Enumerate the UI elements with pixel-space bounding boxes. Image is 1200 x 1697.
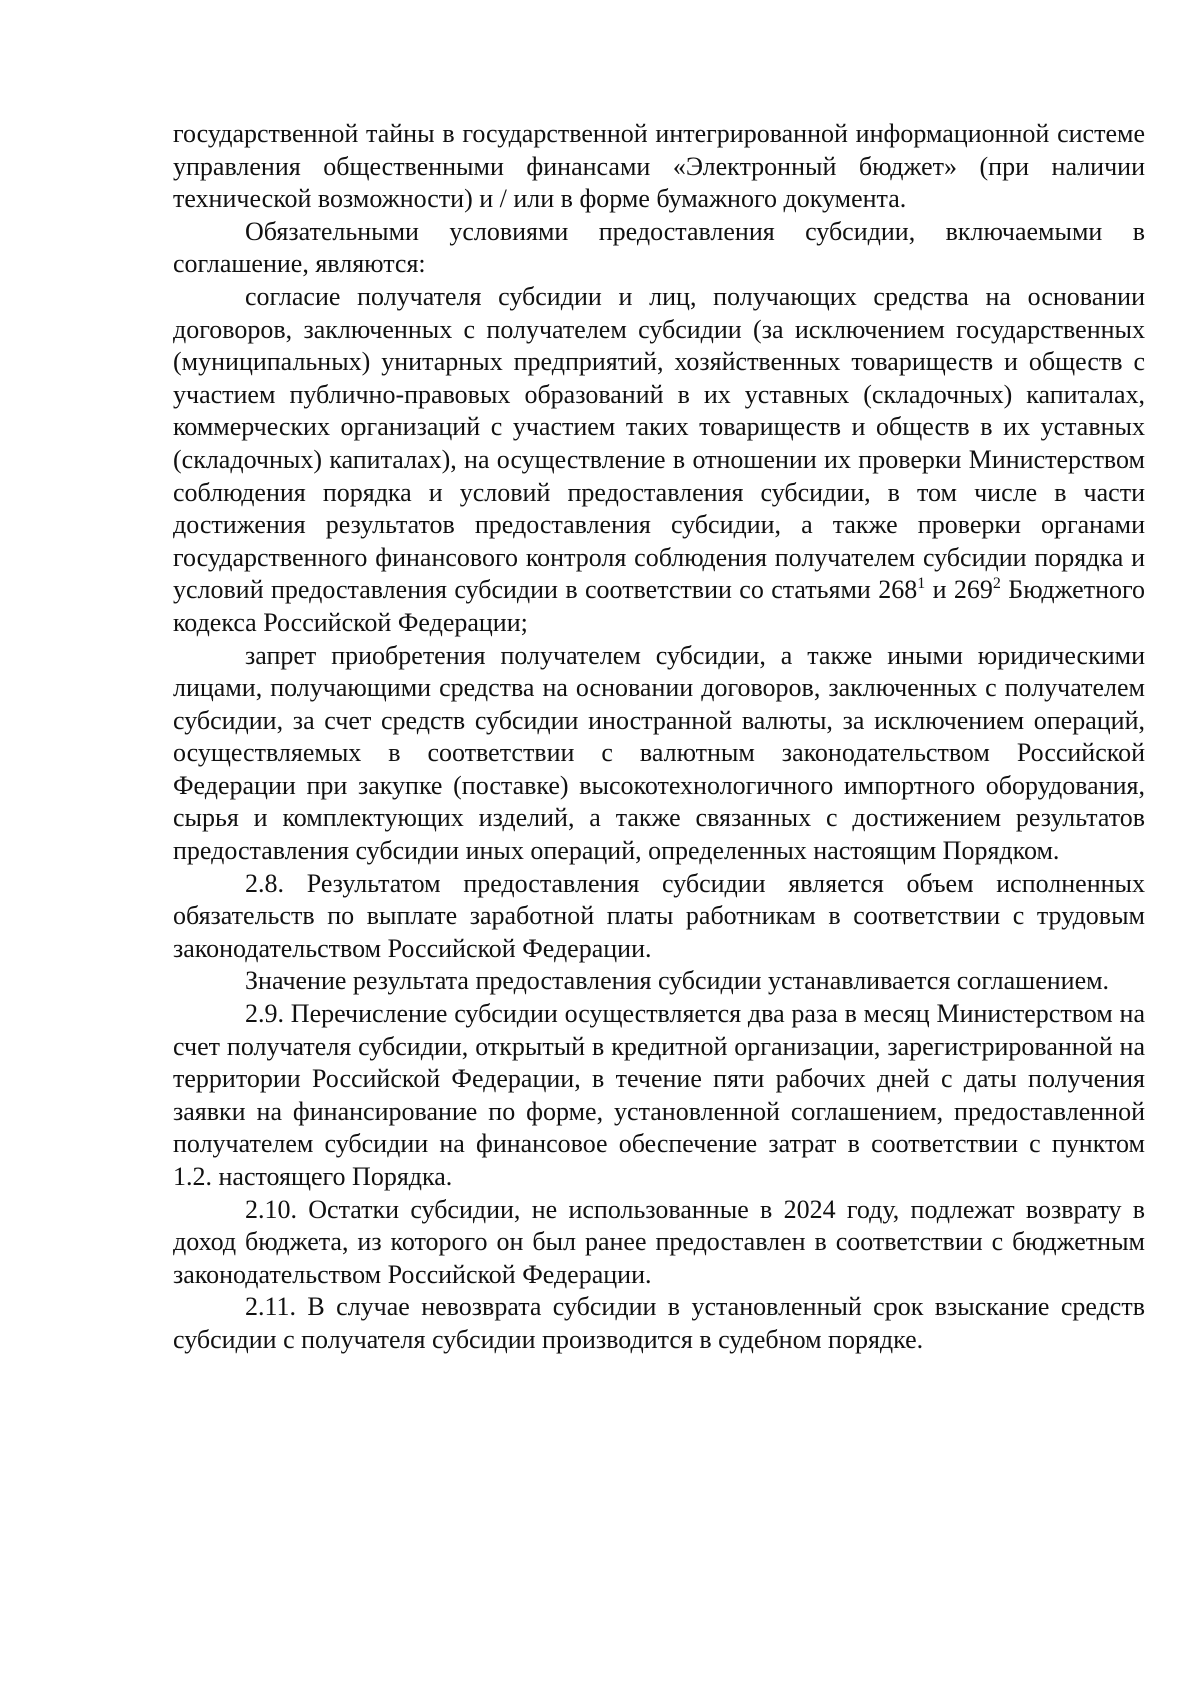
paragraph-result-value: Значение результата предоставления субсидии устанавливается соглашением. — [245, 966, 1110, 996]
document-body — [173, 118, 1145, 1357]
consent-text-part-1: согласие получателя субсидии и лиц, получающих средства на основании договоров, заключенных с получателем субсидии (за исключением государственных (муниципальных) унитарных предприятий, хозяйственных товариществ и обществ с участием публично-правовых образований в их уставных (складочных) капиталах, коммерческих организаций с участием таких товариществ и обществ в их уставных (складочных) капиталах), на осуществление в отношении их проверки Министерством соблюдения порядка и условий предоставления субсидии, в том числе в части достижения результатов предоставления субсидии, а также проверки органами государственного финансового контроля соблюдения получателем субсидии порядка и условий предоставления субсидии в соответствии со статьями 268 — [173, 281, 1145, 605]
paragraph-continuation: государственной тайны в государственной интегрированной информационной системе управления общественными финансами «Электронный бюджет» (при наличии технической возможности) и / или в форме бумажного документа. — [173, 119, 1145, 214]
paragraph-2-9: 2.9. Перечисление субсидии осуществляется два раза в месяц Министерством на счет получателя субсидии, открытый в кредитной организации, зарегистрированной на территории Российской Федерации, в течение пяти рабочих дней с даты получения заявки на финансирование по форме, установленной соглашением, предоставленной получателем субсидии на финансовое обеспечение затрат в соответствии с пунктом 1.2. настоящего Порядка. — [173, 999, 1145, 1191]
consent-text-part-2: и 269 — [925, 575, 993, 605]
paragraph-2-10: 2.10. Остатки субсидии, не использованные в 2024 году, подлежат возврату в доход бюджета, из которого он был ранее предоставлен в соответствии с бюджетным законодательством Российской Федерации. — [173, 1194, 1145, 1289]
paragraph-2-11: 2.11. В случае невозврата субсидии в установленный срок взыскание средств субсидии с получателя субсидии производится в судебном порядке. — [173, 1292, 1145, 1354]
superscript-article-269: 2 — [992, 575, 1001, 593]
paragraph-consent — [173, 281, 1145, 640]
superscript-article-268: 1 — [917, 575, 926, 593]
paragraph-2-8: 2.8. Результатом предоставления субсидии является объем исполненных обязательств по выплате заработной платы работникам в соответствии с трудовым законодательством Российской Федерации. — [173, 868, 1145, 963]
paragraph-mandatory-conditions: Обязательными условиями предоставления субсидии, включаемыми в соглашение, являются: — [173, 216, 1145, 279]
paragraph-currency-ban: запрет приобретения получателем субсидии, а также иными юридическими лицами, получающими средства на основании договоров, заключенных с получателем субсидии, за счет средств субсидии иностранной валюты, за исключением операций, осуществляемых в соответствии с валютным законодательством Российской Федерации при закупке (поставке) высокотехнологичного импортного оборудования, сырья и комплектующих изделий, а также связанных с достижением результатов предоставления субсидии иных операций, определенных настоящим Порядком. — [173, 640, 1145, 866]
consent-text-part-3: Бюджетного кодекса Российской Федерации; — [173, 575, 1146, 637]
